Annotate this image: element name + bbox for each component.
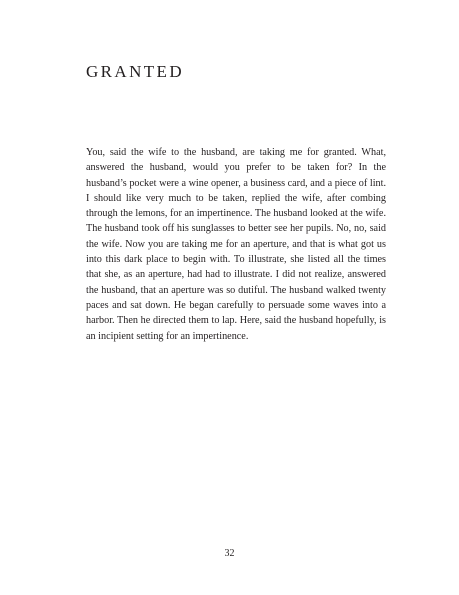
page-number: 32 [224,548,235,559]
chapter-title: GRANTED [86,62,185,81]
body-paragraph: You, said the wife to the husband, are taking me for granted. What, answered the husband, would you prefer to be taken for? In the husband’s pocket were a wine opener, a business card, and a piece of lint. I should like very much to be taken, replied the wife, after combing through the lemons, for an impertinence. The husband looked at the wife. The husband took off his sunglasses to better see her pupils. No, no, said the wife. Now you are taking me for an aperture, and that is what got us into this dark place to begin with. To illustrate, she listed all the times that she, as an aperture, had had to illustrate. I did not realize, answered the husband, that an aperture was so dutiful. The husband walked twenty paces and sat down. He began carefully to persuade some waves into a harbor. Then he directed them to lap. Here, said the husband hopefully, is an incipient setting for an impertinence. [86,147,386,342]
